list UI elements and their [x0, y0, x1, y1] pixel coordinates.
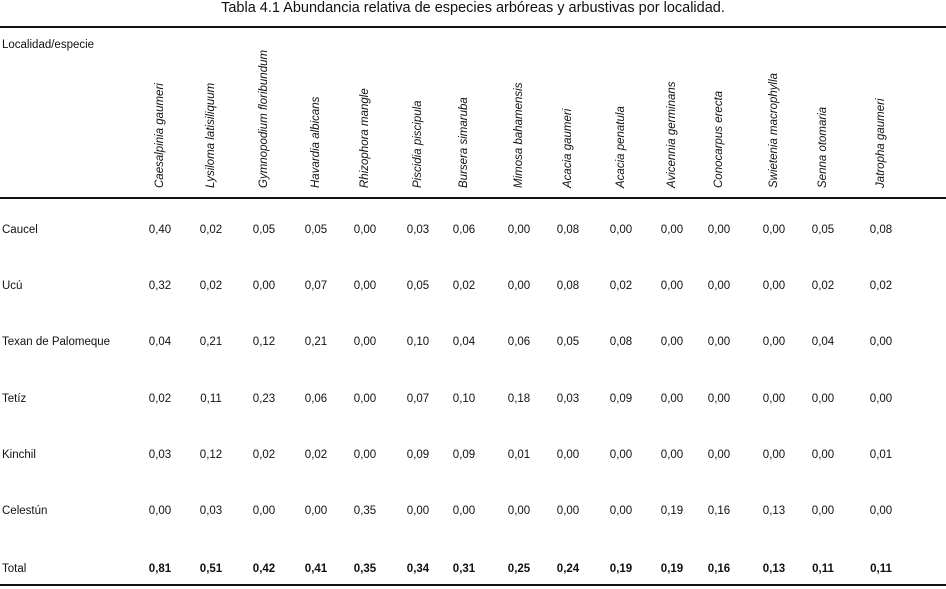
table-cell: 0,04: [452, 336, 476, 348]
column-header: Gymnopodium floribundum: [258, 49, 270, 188]
row-label: Texan de Palomeque: [2, 336, 111, 348]
column-header: Bursera simaruba: [458, 97, 470, 188]
table-cell: 0,07: [304, 280, 328, 292]
table-cell: 0,23: [252, 393, 276, 405]
table-cell: 0,16: [707, 505, 731, 517]
table-cell: 0,00: [660, 449, 684, 461]
table-cell: 0,00: [452, 505, 476, 517]
table-title: Tabla 4.1 Abundancia relativa de especies arbóreas y arbustivas por localidad.: [221, 0, 725, 16]
table-cell: 0,00: [507, 224, 531, 236]
header-rule: [0, 197, 946, 199]
table-cell: 0,08: [869, 224, 893, 236]
table-cell: 0,00: [707, 393, 731, 405]
table-cell: 0,00: [762, 393, 786, 405]
table-cell: 0,01: [507, 449, 531, 461]
table-cell: 0,18: [507, 393, 531, 405]
column-header: Rhizophora mangle: [359, 88, 371, 188]
table-cell: 0,05: [556, 336, 580, 348]
table-cell: 0,00: [660, 224, 684, 236]
table-cell: 0,02: [811, 280, 835, 292]
table-cell: 0,00: [762, 224, 786, 236]
table-cell: 0,12: [252, 336, 276, 348]
total-cell: 0,19: [609, 563, 633, 575]
table-cell: 0,00: [811, 393, 835, 405]
table-cell: 0,05: [406, 280, 430, 292]
table-cell: 0,02: [609, 280, 633, 292]
table-cell: 0,00: [869, 393, 893, 405]
table-cell: 0,04: [148, 336, 172, 348]
table-cell: 0,06: [304, 393, 328, 405]
table-cell: 0,08: [609, 336, 633, 348]
table-cell: 0,02: [304, 449, 328, 461]
table-cell: 0,10: [452, 393, 476, 405]
column-header: Acacia gaumeri: [562, 108, 574, 188]
table-cell: 0,35: [353, 505, 377, 517]
table-cell: 0,00: [609, 449, 633, 461]
table-cell: 0,00: [660, 280, 684, 292]
table-cell: 0,05: [811, 224, 835, 236]
row-label: Celestún: [2, 505, 48, 517]
table-cell: 0,00: [762, 336, 786, 348]
total-cell: 0,13: [762, 563, 786, 575]
table-cell: 0,40: [148, 224, 172, 236]
table-cell: 0,00: [707, 224, 731, 236]
table-cell: 0,00: [406, 505, 430, 517]
table-cell: 0,12: [199, 449, 223, 461]
table-cell: 0,00: [869, 505, 893, 517]
table-cell: 0,02: [199, 224, 223, 236]
table-cell: 0,00: [660, 336, 684, 348]
table-cell: 0,03: [556, 393, 580, 405]
column-header: Havardia albicans: [310, 96, 322, 188]
column-header: Lysiloma latisiliquum: [205, 82, 217, 188]
table-cell: 0,00: [609, 505, 633, 517]
column-header: Jatropha gaumeri: [875, 98, 887, 188]
table-cell: 0,00: [556, 505, 580, 517]
table-cell: 0,21: [199, 336, 223, 348]
table-cell: 0,00: [609, 224, 633, 236]
column-header: Conocarpus erecta: [713, 90, 725, 188]
table-cell: 0,08: [556, 280, 580, 292]
total-row-label: Total: [2, 563, 27, 575]
table-cell: 0,09: [609, 393, 633, 405]
table-cell: 0,32: [148, 280, 172, 292]
total-cell: 0,34: [406, 563, 430, 575]
table-cell: 0,00: [660, 393, 684, 405]
table-cell: 0,09: [452, 449, 476, 461]
total-cell: 0,81: [148, 563, 172, 575]
total-cell: 0,35: [353, 563, 377, 575]
column-header: Avicennia germinans: [666, 81, 678, 188]
total-cell: 0,24: [556, 563, 580, 575]
table-cell: 0,03: [148, 449, 172, 461]
column-header: Acacia penatula: [615, 106, 627, 188]
table-cell: 0,04: [811, 336, 835, 348]
bottom-rule: [0, 584, 946, 586]
total-cell: 0,31: [452, 563, 476, 575]
table-cell: 0,02: [869, 280, 893, 292]
total-cell: 0,11: [812, 563, 834, 575]
table-cell: 0,00: [148, 505, 172, 517]
table-cell: 0,07: [406, 393, 430, 405]
table-cell: 0,00: [762, 449, 786, 461]
row-label: Caucel: [2, 224, 38, 236]
table-cell: 0,02: [252, 449, 276, 461]
row-label: Tetíz: [2, 393, 27, 405]
column-header: Mimosa bahamensis: [513, 82, 525, 188]
table-cell: 0,03: [199, 505, 223, 517]
column-header: Senna otomaria: [817, 106, 829, 188]
corner-label: Localidad/especie: [2, 39, 95, 51]
table-cell: 0,00: [507, 505, 531, 517]
table-cell: 0,05: [252, 224, 276, 236]
table-cell: 0,00: [353, 449, 377, 461]
table-cell: 0,03: [406, 224, 430, 236]
table-cell: 0,00: [252, 280, 276, 292]
top-rule: [0, 26, 946, 28]
table-cell: 0,00: [353, 393, 377, 405]
table-cell: 0,00: [353, 224, 377, 236]
total-cell: 0,51: [199, 563, 223, 575]
column-header: Caesalpinia gaumeri: [154, 83, 166, 188]
row-label: Kinchil: [2, 449, 36, 461]
table-cell: 0,00: [811, 449, 835, 461]
table-cell: 0,21: [304, 336, 328, 348]
table-cell: 0,00: [869, 336, 893, 348]
table-cell: 0,06: [452, 224, 476, 236]
table-cell: 0,00: [252, 505, 276, 517]
table-cell: 0,00: [353, 336, 377, 348]
total-cell: 0,25: [507, 563, 531, 575]
table-cell: 0,00: [353, 280, 377, 292]
total-cell: 0,19: [660, 563, 684, 575]
table-cell: 0,05: [304, 224, 328, 236]
table-cell: 0,00: [707, 449, 731, 461]
total-cell: 0,42: [252, 563, 276, 575]
row-label: Ucú: [2, 280, 23, 292]
table-cell: 0,00: [507, 280, 531, 292]
table-cell: 0,00: [762, 280, 786, 292]
table-cell: 0,10: [406, 336, 430, 348]
table-cell: 0,02: [199, 280, 223, 292]
total-cell: 0,16: [707, 563, 731, 575]
table-cell: 0,02: [148, 393, 172, 405]
total-cell: 0,11: [870, 563, 892, 575]
table-cell: 0,01: [869, 449, 893, 461]
table-cell: 0,00: [707, 336, 731, 348]
table-cell: 0,00: [811, 505, 835, 517]
table-cell: 0,08: [556, 224, 580, 236]
table-cell: 0,00: [304, 505, 328, 517]
table-cell: 0,00: [707, 280, 731, 292]
table-cell: 0,00: [556, 449, 580, 461]
table-cell: 0,09: [406, 449, 430, 461]
column-header: Piscidia piscipula: [412, 100, 424, 188]
table-cell: 0,11: [200, 393, 222, 405]
table-cell: 0,06: [507, 336, 531, 348]
table-cell: 0,13: [762, 505, 786, 517]
table-cell: 0,02: [452, 280, 476, 292]
column-header: Swietenia macrophylla: [768, 72, 780, 188]
table-cell: 0,19: [660, 505, 684, 517]
total-cell: 0,41: [304, 563, 328, 575]
